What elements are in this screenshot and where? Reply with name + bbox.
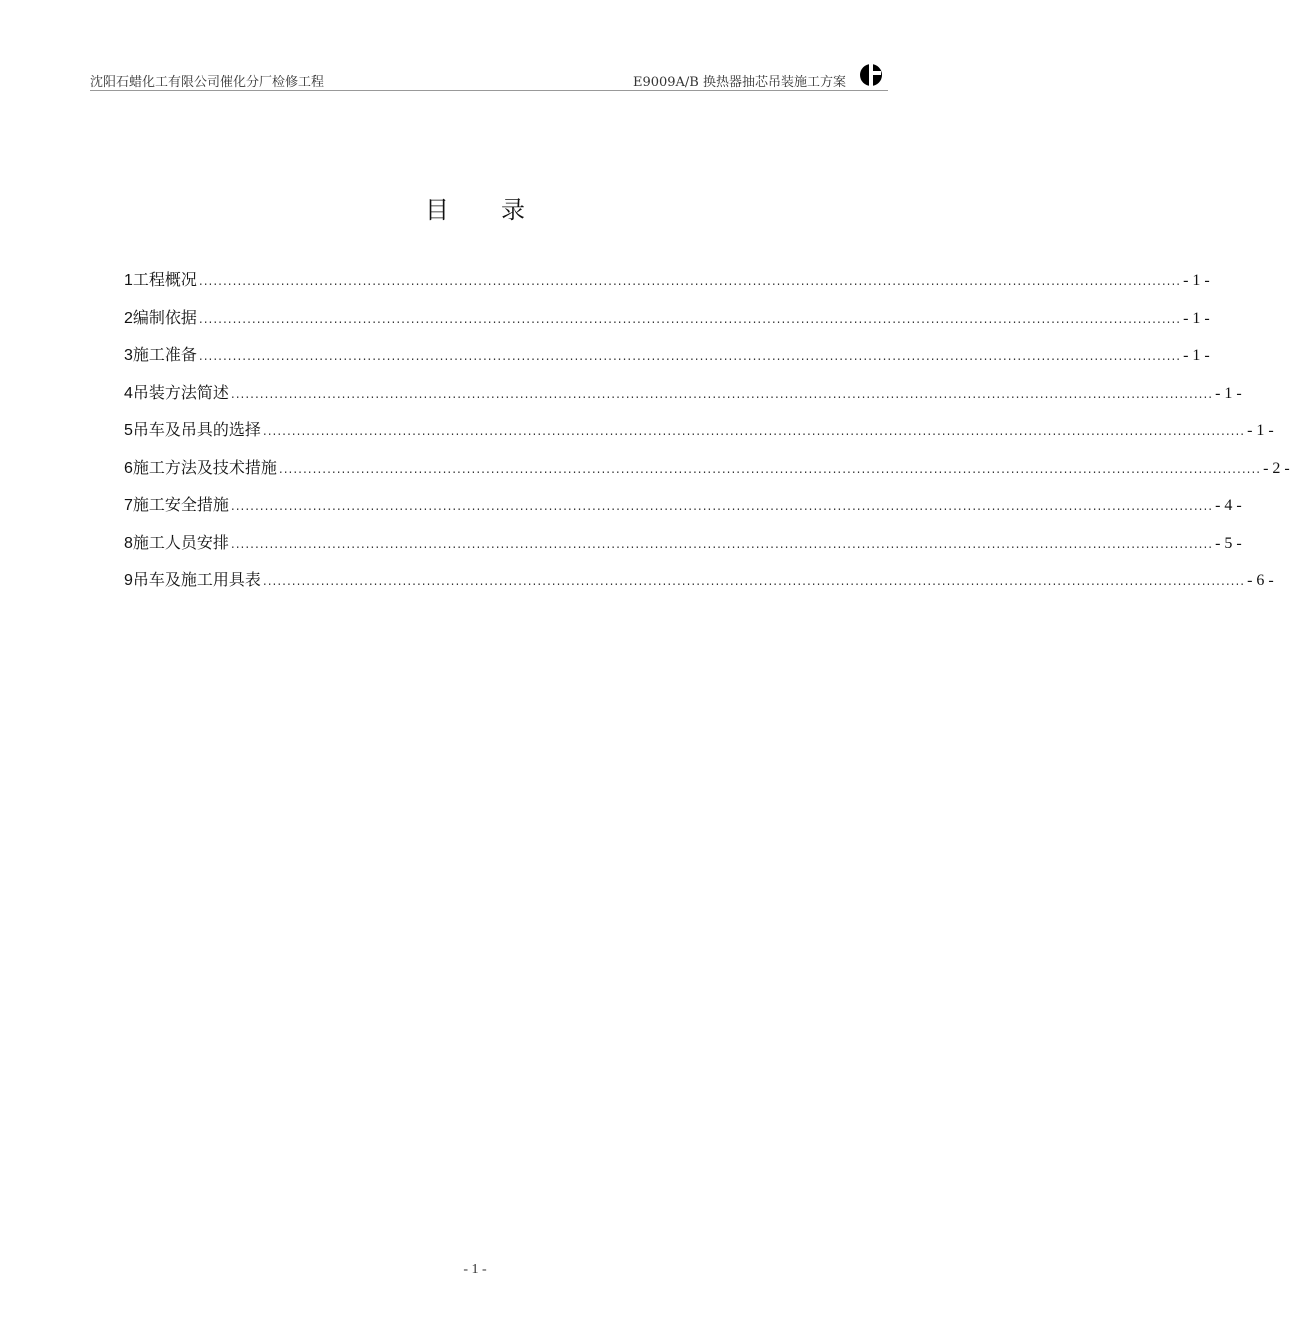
- header-document-title: E9009A/B 换热器抽芯吊装施工方案: [632, 75, 846, 90]
- toc-heading-char-2: 录: [501, 196, 525, 224]
- toc-entry-number: 3: [124, 347, 133, 364]
- toc-entry-title[interactable]: 施工安全措施: [132, 495, 229, 514]
- toc-entry-title[interactable]: 施工方法及技术措施: [132, 457, 277, 477]
- toc-entry-number: 9: [124, 572, 133, 589]
- toc-entry[interactable]: [124, 342, 1210, 380]
- toc-entry[interactable]: [124, 455, 1290, 493]
- toc-leader-dots: ............................................................................................................................................................................................................: [230, 499, 1214, 513]
- company-logo-icon: [854, 62, 888, 88]
- header-company-project: 沈阳石蜡化工有限公司催化分厂检修工程: [90, 75, 325, 90]
- toc-leader-dots: ............................................................................................................................................................................................................: [230, 536, 1214, 551]
- toc-leader-dots: ............................................................................................................................................................................................................: [262, 424, 1246, 438]
- toc-heading: [0, 190, 950, 225]
- toc-entry-page: - 6 -: [1247, 572, 1274, 589]
- toc-entry-number: 6: [124, 459, 133, 477]
- toc-leader-dots: ............................................................................................................................................................................................................: [198, 349, 1182, 363]
- toc-entry-title[interactable]: 吊装方法简述: [132, 382, 229, 402]
- toc-entry-title[interactable]: 编制依据: [132, 307, 197, 327]
- toc-entry-page: - 1 -: [1183, 272, 1210, 289]
- toc-leader-dots: ............................................................................................................................................................................................................: [230, 386, 1214, 401]
- toc-entry[interactable]: [124, 492, 1242, 530]
- toc-entry[interactable]: [124, 530, 1242, 568]
- toc-leader-dots: ............................................................................................................................................................................................................: [198, 311, 1182, 326]
- toc-entry-number: 5: [124, 422, 133, 439]
- toc-entry-page: - 1 -: [1183, 309, 1210, 327]
- toc-entry-title[interactable]: 吊车及施工用具表: [132, 570, 261, 589]
- toc-entry[interactable]: [124, 305, 1210, 343]
- toc-entry-number: 7: [124, 497, 133, 514]
- page-header: [90, 60, 888, 91]
- toc-entry[interactable]: [124, 380, 1242, 418]
- page-footer-number: - 1 -: [463, 1262, 487, 1277]
- toc-entry-page: - 2 -: [1263, 459, 1290, 477]
- toc-entry-number: 4: [124, 384, 133, 402]
- toc-entry-title[interactable]: 施工准备: [132, 345, 197, 364]
- toc-entry[interactable]: [124, 567, 1274, 605]
- toc-entry-number: 1: [124, 272, 133, 289]
- toc-entry-title[interactable]: 吊车及吊具的选择: [132, 420, 261, 439]
- toc-entry-page: - 1 -: [1215, 384, 1242, 402]
- toc-entry[interactable]: [124, 417, 1274, 455]
- toc-entry-page: - 5 -: [1215, 534, 1242, 552]
- toc-leader-dots: ............................................................................................................................................................................................................: [198, 274, 1182, 288]
- toc-entry-title[interactable]: 施工人员安排: [132, 532, 229, 552]
- toc-entry-page: - 4 -: [1215, 497, 1242, 514]
- toc-entry-number: 8: [124, 534, 133, 552]
- toc-leader-dots: ............................................................................................................................................................................................................: [262, 574, 1246, 588]
- toc-entry-page: - 1 -: [1183, 347, 1210, 364]
- table-of-contents: [124, 267, 1290, 605]
- toc-heading-char-1: 目: [425, 196, 449, 224]
- toc-entry-page: - 1 -: [1247, 422, 1274, 439]
- toc-entry-number: 2: [124, 309, 133, 327]
- toc-leader-dots: ............................................................................................................................................................................................................: [278, 461, 1262, 476]
- toc-entry[interactable]: [124, 267, 1210, 305]
- toc-entry-title[interactable]: 工程概况: [132, 270, 197, 289]
